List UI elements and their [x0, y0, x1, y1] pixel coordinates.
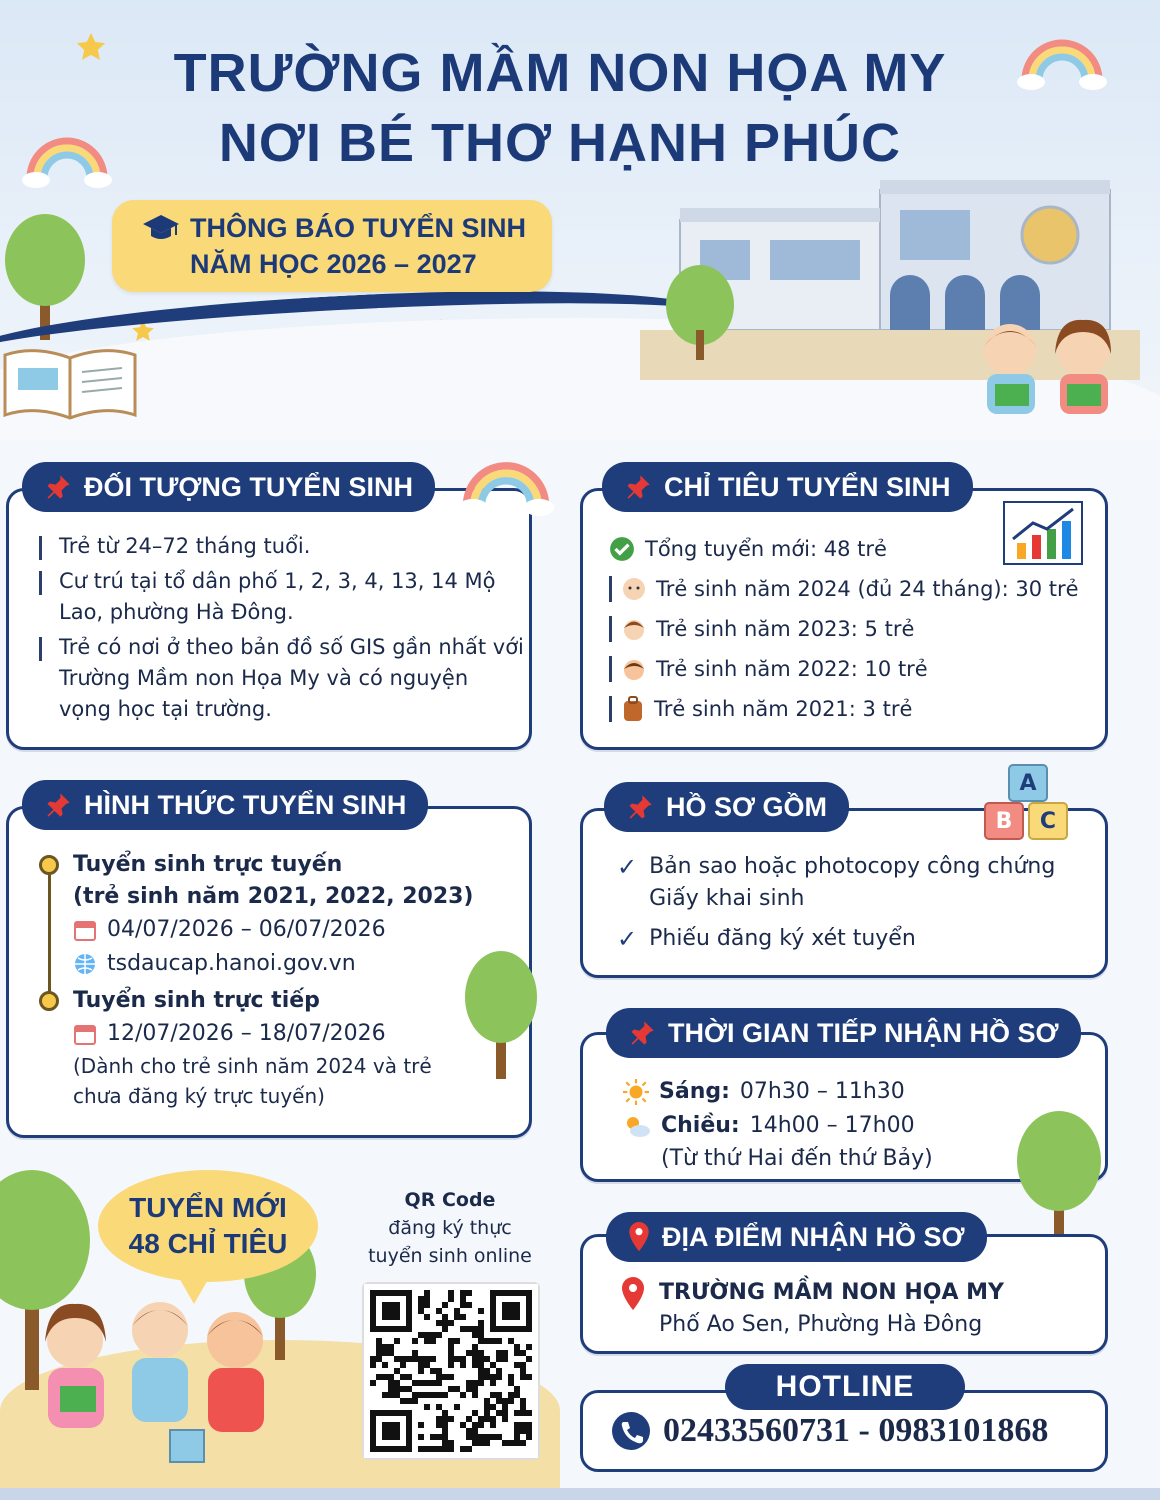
- qr-code-pattern: [364, 1284, 538, 1458]
- promo-bubble: TUYỂN MỚI 48 CHỈ TIÊU: [98, 1170, 318, 1282]
- afternoon-hours: 14h00 – 17h00: [749, 1113, 915, 1138]
- location-school-name: TRƯỜNG MẦM NON HỌA MY: [659, 1280, 1004, 1305]
- location-pin-icon: [628, 1222, 650, 1252]
- location-heading: ĐỊA ĐIỂM NHẬN HỒ SƠ: [606, 1212, 987, 1262]
- pushpin-icon: [628, 1019, 656, 1047]
- bottom-border: [0, 1488, 1160, 1500]
- eligibility-heading: ĐỐI TƯỢNG TUYỂN SINH: [22, 462, 435, 512]
- morning-hours: 07h30 – 11h30: [739, 1079, 905, 1104]
- hotline-number[interactable]: 02433560731 - 0983101868: [663, 1412, 1049, 1449]
- sun-cloud-icon: [623, 1113, 651, 1139]
- location-pin-icon: [621, 1277, 645, 1311]
- notice-title: THÔNG BÁO TUYỂN SINH: [190, 213, 527, 243]
- school-year: NĂM HỌC 2026 – 2027: [190, 249, 477, 279]
- eligibility-item: Trẻ từ 24–72 tháng tuổi.: [39, 531, 525, 562]
- checkmark-icon: ✓: [617, 853, 638, 881]
- reception-time-heading: THỜI GIAN TIẾP NHẬN HỒ SƠ: [606, 1008, 1081, 1058]
- tree-icon: [1013, 1111, 1105, 1251]
- child-face-icon: [622, 657, 646, 681]
- online-enrollment: Tuyển sinh trực tuyến (trẻ sinh năm 2021, 2022, 2023) 04/07/2026 – 06/07/2026 tsdaucap.hanoi.gov.vn: [39, 849, 519, 981]
- direct-date-range: 12/07/2026 – 18/07/2026: [107, 1021, 386, 1046]
- working-days: (Từ thứ Hai đến thứ Bảy): [661, 1146, 933, 1171]
- document-item: ✓ Bản sao hoặc photocopy công chứng Giấy khai sinh: [617, 851, 1087, 915]
- abc-blocks-icon: A B C: [978, 764, 1082, 844]
- phone-icon: [611, 1411, 651, 1451]
- open-book-icon: [0, 340, 140, 420]
- check-circle-icon: [609, 536, 635, 562]
- qr-code[interactable]: [362, 1282, 540, 1460]
- hotline-label: HOTLINE: [725, 1364, 965, 1410]
- qr-caption: QR Code đăng ký thực tuyển sinh online: [368, 1189, 532, 1267]
- calendar-icon: [73, 918, 97, 942]
- online-date-range: 04/07/2026 – 06/07/2026: [107, 917, 386, 942]
- enrollment-method-heading: HÌNH THỨC TUYỂN SINH: [22, 780, 428, 830]
- document-item: ✓ Phiếu đăng ký xét tuyển: [617, 925, 916, 953]
- documents-heading: HỒ SƠ GỒM: [604, 782, 849, 832]
- enrollment-method-card: [6, 806, 532, 1138]
- sun-icon: [623, 1079, 649, 1105]
- location-address: Phố Ao Sen, Phường Hà Đông: [659, 1312, 983, 1337]
- quota-total: Tổng tuyển mới: 48 trẻ: [609, 529, 1099, 569]
- kids-sitting-illustration: [20, 1290, 290, 1470]
- pushpin-icon: [44, 473, 72, 501]
- reception-time-card: Sáng: 07h30 – 11h30 Chiều: 14h00 – 17h00 (Từ thứ Hai đến thứ Bảy): [580, 1032, 1108, 1182]
- graduation-cap-icon: [142, 213, 180, 243]
- chart-growth-icon: [1003, 501, 1083, 565]
- quota-heading: CHỈ TIÊU TUYỂN SINH: [602, 462, 973, 512]
- backpack-icon: [622, 696, 644, 722]
- quota-row: Trẻ sinh năm 2023: 5 trẻ: [609, 609, 1099, 649]
- checkmark-icon: ✓: [617, 925, 638, 953]
- rainbow-icon: [458, 452, 554, 516]
- eligibility-item: Cư trú tại tổ dân phố 1, 2, 3, 4, 13, 14 Mộ Lao, phường Hà Đông.: [39, 566, 525, 628]
- tree-icon: [461, 949, 541, 1079]
- pushpin-icon: [44, 791, 72, 819]
- direct-enrollment: Tuyển sinh trực tiếp 12/07/2026 – 18/07/2026 (Dành cho trẻ sinh năm 2024 và trẻ chưa đăng ký trực tuyến): [39, 985, 519, 1111]
- calendar-icon: [73, 1022, 97, 1046]
- eligibility-card: [6, 488, 532, 750]
- quota-row: Trẻ sinh năm 2021: 3 trẻ: [609, 689, 1099, 729]
- pushpin-icon: [626, 793, 654, 821]
- globe-icon: [73, 952, 97, 976]
- toddler-face-icon: [622, 617, 646, 641]
- slogan-title: NƠI BÉ THƠ HẠNH PHÚC: [218, 113, 902, 173]
- pushpin-icon: [624, 473, 652, 501]
- quota-row: Trẻ sinh năm 2024 (đủ 24 tháng): 30 trẻ: [609, 569, 1099, 609]
- quota-card: [580, 488, 1108, 750]
- hero-banner: [0, 0, 1160, 440]
- enrollment-website-link[interactable]: tsdaucap.hanoi.gov.vn: [107, 951, 356, 976]
- baby-face-icon: [622, 577, 646, 601]
- enrollment-notice: [112, 200, 552, 292]
- kids-reading-illustration: [965, 310, 1135, 430]
- school-name-title: TRƯỜNG MẦM NON HỌA MY: [173, 43, 947, 103]
- quota-row: Trẻ sinh năm 2022: 10 trẻ: [609, 649, 1099, 689]
- direct-note: (Dành cho trẻ sinh năm 2024 và trẻ chưa đăng ký trực tuyến): [73, 1054, 432, 1108]
- eligibility-item: Trẻ có nơi ở theo bản đồ số GIS gần nhất với Trường Mầm non Họa My và có nguyện vọng học tại trường.: [39, 632, 525, 725]
